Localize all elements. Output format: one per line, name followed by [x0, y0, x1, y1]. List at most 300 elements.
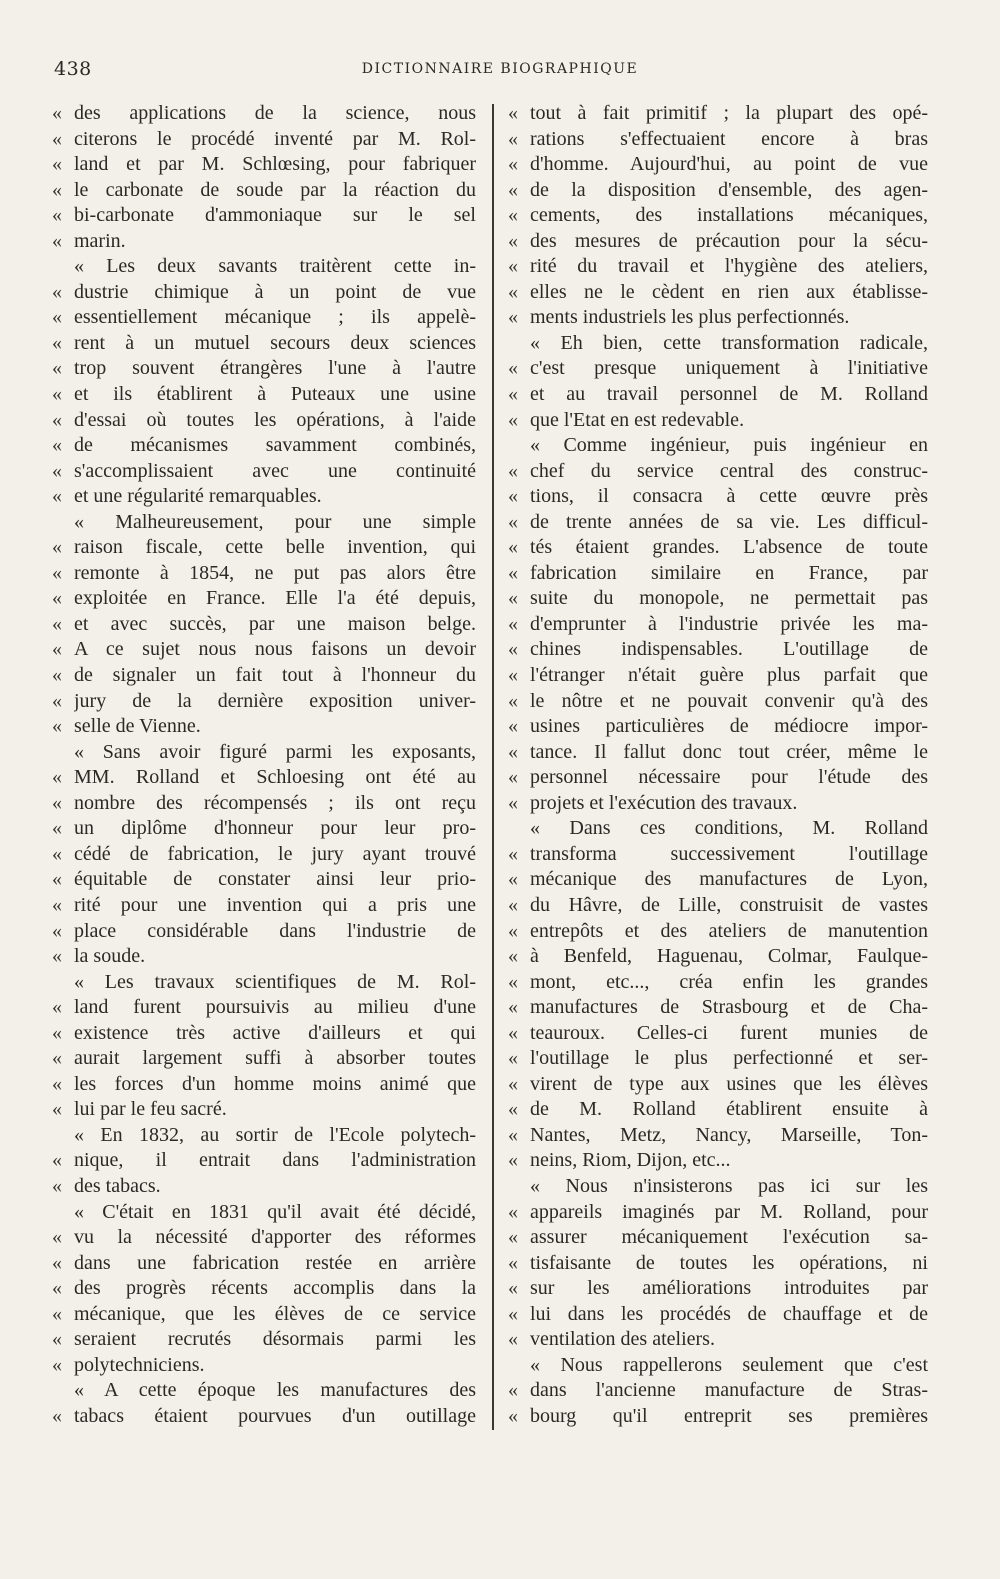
- text-line: [508, 995, 928, 1021]
- text-line: [508, 127, 928, 153]
- line-text: s'accomplissaient avec une continuité: [74, 459, 476, 482]
- text-line: [508, 254, 928, 280]
- quote-mark: «: [508, 893, 518, 916]
- text-line: [508, 970, 928, 996]
- quote-mark: «: [52, 1302, 62, 1325]
- line-text: « Comme ingénieur, puis ingénieur en: [530, 434, 928, 457]
- text-line: [508, 203, 928, 229]
- text-line: [508, 331, 928, 357]
- quote-mark: «: [508, 229, 518, 252]
- page-number: 438: [54, 58, 92, 80]
- line-text: land et par M. Schlœsing, pour fabriquer: [74, 153, 476, 176]
- running-title: DICTIONNAIRE BIOGRAPHIQUE: [361, 61, 639, 77]
- quote-mark: «: [508, 178, 518, 201]
- text-line: [52, 229, 476, 255]
- line-text: polytechniciens.: [74, 1353, 205, 1376]
- quote-mark: «: [52, 1277, 62, 1300]
- quote-mark: «: [508, 1277, 518, 1300]
- line-text: des tabacs.: [74, 1174, 161, 1197]
- quote-mark: «: [508, 1302, 518, 1325]
- quote-mark: «: [508, 996, 518, 1019]
- line-text: lui par le feu sacré.: [74, 1098, 227, 1121]
- text-line: [508, 842, 928, 868]
- line-text: chines indispensables. L'outillage de: [530, 638, 928, 661]
- quote-mark: «: [52, 306, 62, 329]
- quote-mark: «: [52, 689, 62, 712]
- line-text: d'essai où toutes les opérations, à l'aide: [74, 408, 476, 431]
- quote-mark: «: [508, 153, 518, 176]
- text-line: [508, 1353, 928, 1379]
- quote-mark: «: [508, 1021, 518, 1044]
- text-line: [508, 561, 928, 587]
- text-line: [52, 944, 476, 970]
- quote-mark: «: [508, 255, 518, 278]
- line-text: l'outillage le plus perfectionné et ser-: [530, 1047, 928, 1070]
- text-line: [52, 816, 476, 842]
- text-line: [52, 1276, 476, 1302]
- line-text: du Hâvre, de Lille, construisit de vastes: [530, 893, 928, 916]
- text-line: [508, 586, 928, 612]
- quote-mark: «: [508, 587, 518, 610]
- line-text: neins, Riom, Dijon, etc...: [530, 1149, 731, 1172]
- text-line: [52, 484, 476, 510]
- quote-mark: «: [508, 1098, 518, 1121]
- line-text: « Les travaux scientifiques de M. Rol-: [74, 970, 476, 993]
- line-text: des mesures de précaution pour la sécu-: [530, 229, 928, 252]
- text-line: [52, 1046, 476, 1072]
- line-text: que l'Etat en est redevable.: [530, 408, 745, 431]
- line-text: « Sans avoir figuré parmi les exposants,: [74, 740, 476, 763]
- line-text: « Les deux savants traitèrent cette in-: [74, 255, 476, 278]
- line-text: à Benfeld, Haguenau, Colmar, Faulque-: [530, 945, 928, 968]
- text-line: [52, 1174, 476, 1200]
- text-line: [508, 612, 928, 638]
- text-line: [52, 1148, 476, 1174]
- line-text: assurer mécaniquement l'exécution sa-: [530, 1226, 928, 1249]
- quote-mark: «: [52, 102, 62, 124]
- text-line: [52, 280, 476, 306]
- text-line: [508, 944, 928, 970]
- text-line: [52, 1072, 476, 1098]
- quote-mark: «: [52, 280, 62, 303]
- text-line: [52, 791, 476, 817]
- text-line: [508, 101, 928, 127]
- line-text: personnel nécessaire pour l'étude des: [530, 766, 928, 789]
- quote-mark: «: [508, 1328, 518, 1351]
- quote-mark: «: [508, 1149, 518, 1172]
- quote-mark: «: [52, 408, 62, 431]
- text-line: [52, 127, 476, 153]
- text-line: [52, 1225, 476, 1251]
- line-text: trop souvent étrangères l'une à l'autre: [74, 357, 476, 380]
- line-text: dans une fabrication restée en arrière: [74, 1251, 476, 1274]
- quote-mark: «: [52, 229, 62, 252]
- text-line: [508, 433, 928, 459]
- quote-mark: «: [508, 945, 518, 968]
- line-text: citerons le procédé inventé par M. Rol-: [74, 127, 476, 150]
- text-line: [508, 535, 928, 561]
- line-text: tions, il consacra à cette œuvre près: [530, 485, 928, 508]
- quote-mark: «: [52, 817, 62, 840]
- text-line: [52, 740, 476, 766]
- line-text: sur les améliorations introduites par: [530, 1277, 928, 1300]
- quote-mark: «: [508, 970, 518, 993]
- text-line: [52, 561, 476, 587]
- text-line: [508, 484, 928, 510]
- line-text: rent à un mutuel secours deux sciences: [74, 331, 476, 354]
- text-line: [52, 1251, 476, 1277]
- text-line: [508, 663, 928, 689]
- text-line: [52, 433, 476, 459]
- text-line: [52, 893, 476, 919]
- line-text: elles ne le cèdent en rien aux établisse-: [530, 280, 928, 303]
- line-text: jury de la dernière exposition univer-: [74, 689, 476, 712]
- line-text: seraient recrutés désormais parmi les: [74, 1328, 476, 1351]
- line-text: cédé de fabrication, le jury ayant trouvé: [74, 842, 476, 865]
- quote-mark: «: [52, 791, 62, 814]
- quote-mark: «: [52, 919, 62, 942]
- text-line: [52, 152, 476, 178]
- line-text: de signaler un fait tout à l'honneur du: [74, 664, 476, 687]
- text-line: [52, 1327, 476, 1353]
- line-text: la soude.: [74, 945, 146, 968]
- quote-mark: «: [508, 561, 518, 584]
- text-line: [508, 408, 928, 434]
- text-line: [52, 1353, 476, 1379]
- text-line: [52, 1123, 476, 1149]
- line-text: aurait largement suffi à absorber toutes: [74, 1047, 476, 1070]
- line-text: nique, il entrait dans l'administration: [74, 1149, 476, 1172]
- line-text: « Nous n'insisterons pas ici sur les: [530, 1174, 928, 1197]
- line-text: projets et l'exécution des travaux.: [530, 791, 798, 814]
- text-line: [52, 1200, 476, 1226]
- text-line: [52, 510, 476, 536]
- quote-mark: «: [52, 664, 62, 687]
- text-line: [52, 305, 476, 331]
- line-text: « En 1832, au sortir de l'Ecole polytech-: [74, 1123, 476, 1146]
- quote-mark: «: [52, 357, 62, 380]
- text-column-right: [508, 101, 928, 1429]
- quote-mark: «: [508, 1379, 518, 1402]
- text-line: [52, 356, 476, 382]
- quote-mark: «: [52, 1226, 62, 1249]
- quote-mark: «: [508, 1200, 518, 1223]
- quote-mark: «: [52, 561, 62, 584]
- line-text: le nôtre et ne pouvait convenir qu'à des: [530, 689, 928, 712]
- text-line: [508, 1327, 928, 1353]
- line-text: rité du travail et l'hygiène des ateliers,: [530, 255, 928, 278]
- quote-mark: «: [52, 996, 62, 1019]
- line-text: vu la nécessité d'apporter des réformes: [74, 1226, 476, 1249]
- text-line: [508, 1251, 928, 1277]
- quote-mark: «: [52, 587, 62, 610]
- quote-mark: «: [52, 1174, 62, 1197]
- line-text: bourg qu'il entreprit ses premières: [530, 1404, 928, 1427]
- quote-mark: «: [508, 1226, 518, 1249]
- text-line: [508, 1174, 928, 1200]
- quote-mark: «: [508, 280, 518, 303]
- quote-mark: «: [508, 127, 518, 150]
- line-text: transforma successivement l'outillage: [530, 842, 928, 865]
- text-line: [508, 280, 928, 306]
- quote-mark: «: [52, 434, 62, 457]
- line-text: de M. Rolland établirent ensuite à: [530, 1098, 928, 1121]
- quote-mark: «: [508, 459, 518, 482]
- line-text: MM. Rolland et Schloesing ont été au: [74, 766, 476, 789]
- text-column-left: [52, 101, 476, 1429]
- line-text: c'est presque uniquement à l'initiative: [530, 357, 928, 380]
- text-line: [508, 1072, 928, 1098]
- quote-mark: «: [508, 383, 518, 406]
- quote-mark: «: [508, 357, 518, 380]
- line-text: teauroux. Celles-ci furent munies de: [530, 1021, 928, 1044]
- line-text: fabrication similaire en France, par: [530, 561, 928, 584]
- line-text: et une régularité remarquables.: [74, 485, 322, 508]
- quote-mark: «: [508, 842, 518, 865]
- quote-mark: «: [52, 715, 62, 738]
- text-line: [52, 714, 476, 740]
- line-text: tance. Il fallut donc tout créer, même le: [530, 740, 928, 763]
- quote-mark: «: [52, 1404, 62, 1427]
- line-text: tout à fait primitif ; la plupart des opé-: [530, 102, 928, 124]
- line-text: rité pour une invention qui a pris une: [74, 893, 476, 916]
- quote-mark: «: [52, 1328, 62, 1351]
- line-text: de mécanismes savamment combinés,: [74, 434, 476, 457]
- text-line: [508, 689, 928, 715]
- text-line: [52, 459, 476, 485]
- text-line: [52, 1021, 476, 1047]
- line-text: de la disposition d'ensemble, des agen-: [530, 178, 928, 201]
- text-line: [508, 714, 928, 740]
- text-line: [52, 1404, 476, 1430]
- quote-mark: «: [52, 868, 62, 891]
- text-line: [508, 867, 928, 893]
- quote-mark: «: [508, 1251, 518, 1274]
- quote-mark: «: [52, 1149, 62, 1172]
- quote-mark: «: [52, 842, 62, 865]
- line-text: lui dans les procédés de chauffage et de: [530, 1302, 928, 1325]
- text-line: [508, 1021, 928, 1047]
- quote-mark: «: [52, 178, 62, 201]
- line-text: des progrès récents accomplis dans la: [74, 1277, 476, 1300]
- text-line: [52, 919, 476, 945]
- line-text: le carbonate de soude par la réaction du: [74, 178, 476, 201]
- text-line: [508, 791, 928, 817]
- line-text: un diplôme d'honneur pour leur pro-: [74, 817, 476, 840]
- text-line: [508, 382, 928, 408]
- line-text: place considérable dans l'industrie de: [74, 919, 476, 942]
- line-text: « C'était en 1831 qu'il avait été décidé,: [74, 1200, 476, 1223]
- line-text: chef du service central des construc-: [530, 459, 928, 482]
- line-text: « Nous rappellerons seulement que c'est: [530, 1353, 928, 1376]
- text-line: [52, 535, 476, 561]
- line-text: A ce sujet nous nous faisons un devoir: [74, 638, 476, 661]
- line-text: exploitée en France. Elle l'a été depuis,: [74, 587, 476, 610]
- line-text: et ils établirent à Puteaux une usine: [74, 383, 476, 406]
- quote-mark: «: [52, 204, 62, 227]
- text-line: [52, 178, 476, 204]
- line-text: manufactures de Strasbourg et de Cha-: [530, 996, 928, 1019]
- quote-mark: «: [508, 102, 518, 124]
- text-line: [508, 1378, 928, 1404]
- quote-mark: «: [508, 638, 518, 661]
- text-line: [508, 1123, 928, 1149]
- text-line: [52, 203, 476, 229]
- line-text: « A cette époque les manufactures des: [74, 1379, 476, 1402]
- line-text: mécanique, que les élèves de ce service: [74, 1302, 476, 1325]
- quote-mark: «: [52, 383, 62, 406]
- text-line: [508, 356, 928, 382]
- text-line: [508, 178, 928, 204]
- quote-mark: «: [508, 485, 518, 508]
- text-line: [508, 765, 928, 791]
- text-line: [508, 1097, 928, 1123]
- text-line: [508, 637, 928, 663]
- quote-mark: «: [52, 1251, 62, 1274]
- line-text: bi-carbonate d'ammoniaque sur le sel: [74, 204, 476, 227]
- line-text: de trente années de sa vie. Les difficul-: [530, 510, 928, 533]
- quote-mark: «: [52, 766, 62, 789]
- line-text: dustrie chimique à un point de vue: [74, 280, 476, 303]
- line-text: mont, etc..., créa enfin les grandes: [530, 970, 928, 993]
- quote-mark: «: [52, 638, 62, 661]
- text-line: [508, 459, 928, 485]
- line-text: land furent poursuivis au milieu d'une: [74, 996, 476, 1019]
- text-line: [52, 970, 476, 996]
- quote-mark: «: [508, 1072, 518, 1095]
- text-line: [508, 1404, 928, 1430]
- text-line: [508, 1276, 928, 1302]
- line-text: d'homme. Aujourd'hui, au point de vue: [530, 153, 928, 176]
- quote-mark: «: [52, 612, 62, 635]
- quote-mark: «: [508, 1404, 518, 1427]
- text-line: [52, 612, 476, 638]
- line-text: appareils imaginés par M. Rolland, pour: [530, 1200, 928, 1223]
- text-line: [52, 867, 476, 893]
- line-text: usines particulières de médiocre impor-: [530, 715, 928, 738]
- line-text: Nantes, Metz, Nancy, Marseille, Ton-: [530, 1123, 928, 1146]
- text-line: [508, 1225, 928, 1251]
- text-line: [52, 408, 476, 434]
- line-text: marin.: [74, 229, 126, 252]
- quote-mark: «: [52, 127, 62, 150]
- text-line: [508, 229, 928, 255]
- line-text: suite du monopole, ne permettait pas: [530, 587, 928, 610]
- quote-mark: «: [52, 945, 62, 968]
- line-text: virent de type aux usines que les élèves: [530, 1072, 928, 1095]
- text-line: [508, 1200, 928, 1226]
- quote-mark: «: [508, 740, 518, 763]
- quote-mark: «: [508, 868, 518, 891]
- quote-mark: «: [52, 1072, 62, 1095]
- line-text: essentiellement mécanique ; ils appelè-: [74, 306, 476, 329]
- line-text: entrepôts et des ateliers de manutention: [530, 919, 928, 942]
- quote-mark: «: [508, 510, 518, 533]
- text-line: [52, 689, 476, 715]
- line-text: selle de Vienne.: [74, 715, 201, 738]
- line-text: tés étaient grandes. L'absence de toute: [530, 536, 928, 559]
- quote-mark: «: [508, 306, 518, 329]
- line-text: des applications de la science, nous: [74, 102, 476, 124]
- quote-mark: «: [52, 485, 62, 508]
- quote-mark: «: [52, 331, 62, 354]
- quote-mark: «: [508, 791, 518, 814]
- line-text: « Eh bien, cette transformation radicale,: [530, 331, 928, 354]
- quote-mark: «: [508, 612, 518, 635]
- line-text: remonte à 1854, ne put pas alors être: [74, 561, 476, 584]
- line-text: mécanique des manufactures de Lyon,: [530, 868, 928, 891]
- line-text: équitable de constater ainsi leur prio-: [74, 868, 476, 891]
- text-line: [52, 1302, 476, 1328]
- line-text: existence très active d'ailleurs et qui: [74, 1021, 476, 1044]
- quote-mark: «: [52, 1047, 62, 1070]
- text-line: [52, 1378, 476, 1404]
- line-text: et avec succès, par une maison belge.: [74, 612, 476, 635]
- text-line: [52, 254, 476, 280]
- quote-mark: «: [52, 459, 62, 482]
- line-text: cements, des installations mécaniques,: [530, 204, 928, 227]
- line-text: les forces d'un homme moins animé que: [74, 1072, 476, 1095]
- text-line: [52, 995, 476, 1021]
- quote-mark: «: [52, 1098, 62, 1121]
- quote-mark: «: [508, 1047, 518, 1070]
- line-text: ments industriels les plus perfectionnés.: [530, 306, 850, 329]
- line-text: ventilation des ateliers.: [530, 1328, 715, 1351]
- quote-mark: «: [508, 919, 518, 942]
- line-text: raison fiscale, cette belle invention, qui: [74, 536, 476, 559]
- quote-mark: «: [52, 1353, 62, 1376]
- text-line: [508, 1302, 928, 1328]
- quote-mark: «: [508, 766, 518, 789]
- text-line: [52, 842, 476, 868]
- column-divider: [492, 104, 494, 1430]
- text-line: [52, 586, 476, 612]
- line-text: et au travail personnel de M. Rolland: [530, 383, 928, 406]
- text-line: [52, 101, 476, 127]
- text-line: [52, 331, 476, 357]
- text-line: [52, 637, 476, 663]
- text-line: [508, 1046, 928, 1072]
- quote-mark: «: [52, 893, 62, 916]
- text-line: [52, 382, 476, 408]
- text-line: [508, 1148, 928, 1174]
- quote-mark: «: [508, 664, 518, 687]
- text-line: [508, 919, 928, 945]
- text-line: [508, 305, 928, 331]
- quote-mark: «: [508, 536, 518, 559]
- line-text: rations s'effectuaient encore à bras: [530, 127, 928, 150]
- quote-mark: «: [508, 689, 518, 712]
- line-text: d'emprunter à l'industrie privée les ma-: [530, 612, 928, 635]
- quote-mark: «: [52, 536, 62, 559]
- quote-mark: «: [508, 715, 518, 738]
- text-line: [52, 765, 476, 791]
- line-text: l'étranger n'était guère plus parfait que: [530, 664, 928, 687]
- line-text: nombre des récompensés ; ils ont reçu: [74, 791, 476, 814]
- quote-mark: «: [52, 1021, 62, 1044]
- text-line: [508, 152, 928, 178]
- line-text: tisfaisante de toutes les opérations, ni: [530, 1251, 928, 1274]
- line-text: tabacs étaient pourvues d'un outillage: [74, 1404, 476, 1427]
- text-line: [508, 893, 928, 919]
- text-line: [508, 740, 928, 766]
- line-text: « Malheureusement, pour une simple: [74, 510, 476, 533]
- line-text: « Dans ces conditions, M. Rolland: [530, 817, 928, 840]
- text-line: [508, 510, 928, 536]
- quote-mark: «: [508, 204, 518, 227]
- text-line: [508, 816, 928, 842]
- quote-mark: «: [508, 408, 518, 431]
